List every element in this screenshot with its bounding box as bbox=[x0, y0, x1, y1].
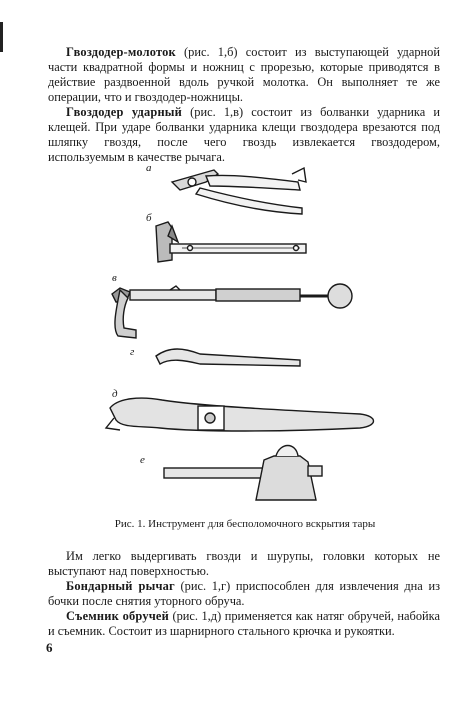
paragraph-text: (рис. 1,г) приспособлен для извлечения дна из бочки после снятия уторного обруча. bbox=[48, 579, 440, 608]
paragraph-nails-screws bbox=[48, 549, 440, 579]
tools-illustration bbox=[60, 160, 420, 512]
paragraph-text: (рис. 1,в) состоит из болванки ударника и клещей. При ударе болванки ударника клещи гвоздодера врезаются под шляпку гвоздя, после чего гвоздь извлекается гвоздодером, используемым в качестве рычага. bbox=[48, 105, 441, 164]
figure-letter-a: а bbox=[146, 162, 152, 174]
figure-letter-d: д bbox=[112, 388, 118, 400]
figure-letter-b: б bbox=[146, 212, 152, 224]
term: Гвоздодер ударный bbox=[66, 105, 183, 119]
tool-d-hoop-remover bbox=[106, 398, 374, 431]
tool-b-nail-puller-hammer bbox=[156, 222, 306, 262]
figure-letter-v: в bbox=[112, 272, 117, 284]
figure-letter-e: е bbox=[140, 454, 145, 466]
paragraph-text: Им легко выдергивать гвозди и шурупы, головки которых не выступают над поверхностью. bbox=[48, 549, 440, 578]
paragraph-text: (рис. 1,д) применяется как натяг обручей, набойка и съемник. Состоит из шарнирного стального крючка и рукоятки. bbox=[48, 609, 440, 638]
paragraph-text: (рис. 1,б) состоит из выступающей ударной части квадратной формы и ножниц с прорезью, которые приводятся в действие раздвоенной вдоль ручкой молотка. Он выполняет те же операции, что и гвоздодер-ножницы. bbox=[48, 45, 440, 104]
top-text-block bbox=[48, 45, 440, 165]
page-edge-mark bbox=[0, 22, 3, 52]
paragraph-cooper-lever bbox=[48, 579, 440, 609]
term: Съемник обручей bbox=[66, 609, 169, 623]
paragraph-impact-nail-puller bbox=[48, 105, 440, 165]
term: Гвоздодер-молоток bbox=[66, 45, 176, 59]
paragraph-hammer-nail-puller bbox=[48, 45, 440, 105]
figure-caption: Рис. 1. Инструмент для бесполомочного вскрытия тары bbox=[114, 518, 376, 530]
tool-g-cooper-lever bbox=[156, 349, 300, 366]
tool-v-impact-nail-puller bbox=[112, 284, 352, 338]
page-number: 6 bbox=[46, 640, 53, 655]
tool-e-hatchet-lever bbox=[164, 446, 322, 501]
bottom-text-block bbox=[48, 549, 440, 639]
tool-a-nail-puller-scissors bbox=[172, 168, 306, 214]
term: Бондарный рычаг bbox=[66, 579, 175, 593]
tools-figure bbox=[60, 160, 420, 512]
paragraph-hoop-remover bbox=[48, 609, 440, 639]
figure-letter-g: г bbox=[130, 346, 135, 358]
